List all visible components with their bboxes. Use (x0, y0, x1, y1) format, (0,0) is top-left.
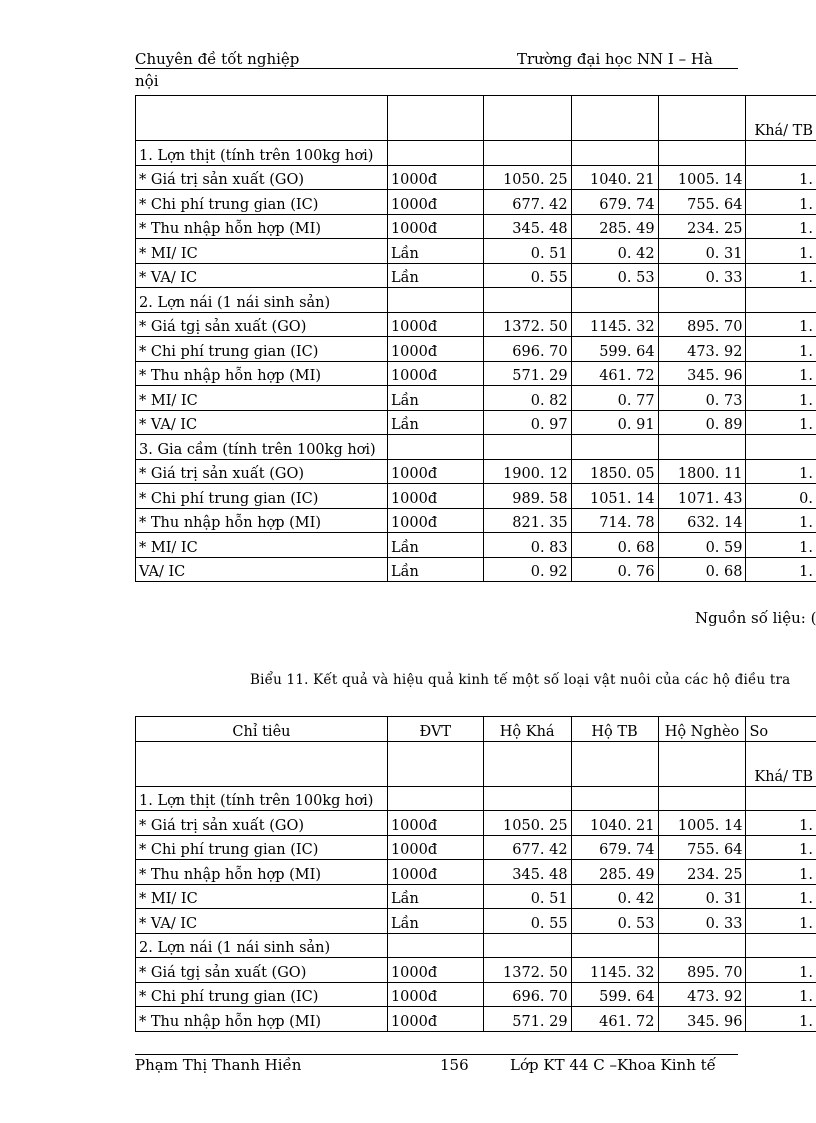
table-cell: 1. (746, 190, 816, 215)
table-cell: 0. 31 (658, 884, 746, 909)
table-cell: 1900. 12 (483, 459, 571, 484)
table-row (136, 214, 816, 239)
table-cell: 0. 33 (658, 263, 746, 288)
table-cell: 2. Lợn nái (1 nái sinh sản) (136, 933, 388, 958)
table-cell: 696. 70 (483, 337, 571, 362)
table-cell: 895. 70 (658, 958, 746, 983)
table-row (136, 786, 816, 811)
table-cell: So (746, 717, 816, 742)
table-row (136, 557, 816, 582)
table-cell: * Thu nhập hỗn hợp (MI) (136, 214, 388, 239)
table-cell: 1050. 25 (483, 811, 571, 836)
table-cell: Khá/ TB (746, 741, 816, 786)
header-rule (135, 68, 738, 69)
table-cell (658, 933, 746, 958)
table-cell: 679. 74 (571, 190, 658, 215)
header-row (136, 741, 816, 786)
column-header-row (136, 717, 816, 742)
source-note: Nguồn số liệu: ( (695, 609, 816, 627)
table-cell: 1000đ (387, 811, 483, 836)
table-cell: 0. 68 (571, 533, 658, 558)
table-cell: 1800. 11 (658, 459, 746, 484)
table-cell: 571. 29 (483, 361, 571, 386)
table-cell (658, 435, 746, 460)
table-cell: * MI/ IC (136, 386, 388, 411)
table-cell: 571. 29 (483, 1007, 571, 1032)
table-cell: 1145. 32 (571, 958, 658, 983)
table-cell: 895. 70 (658, 312, 746, 337)
table-cell: * Chi phí trung gian (IC) (136, 835, 388, 860)
table-cell: 0. 76 (571, 557, 658, 582)
table-cell: 1000đ (387, 165, 483, 190)
table-row (136, 884, 816, 909)
table-cell: 1040. 21 (571, 811, 658, 836)
table-row (136, 239, 816, 264)
table-cell: Lần (387, 557, 483, 582)
table-cell (746, 288, 816, 313)
table-cell: 1000đ (387, 459, 483, 484)
table-cell: 473. 92 (658, 337, 746, 362)
table-cell: 1372. 50 (483, 312, 571, 337)
table-cell: 234. 25 (658, 214, 746, 239)
table-cell: * Chi phí trung gian (IC) (136, 337, 388, 362)
table-cell: 1. (746, 361, 816, 386)
table-cell (746, 786, 816, 811)
table-cell (571, 786, 658, 811)
page-number: 156 (440, 1056, 469, 1074)
table-cell: 1051. 14 (571, 484, 658, 509)
table-cell: 599. 64 (571, 982, 658, 1007)
table-cell: 1. (746, 508, 816, 533)
table-row (136, 435, 816, 460)
table-cell: 821. 35 (483, 508, 571, 533)
table-cell: Hộ TB (571, 717, 658, 742)
table-cell: 1. (746, 165, 816, 190)
table-cell: 285. 49 (571, 860, 658, 885)
table-cell: 1. (746, 958, 816, 983)
table-cell (571, 96, 658, 141)
table-cell: 1. (746, 337, 816, 362)
table-cell: * Thu nhập hỗn hợp (MI) (136, 361, 388, 386)
table-cell: 345. 48 (483, 214, 571, 239)
table-cell (658, 288, 746, 313)
table-row (136, 386, 816, 411)
table-row (136, 312, 816, 337)
table-row (136, 263, 816, 288)
table-cell (571, 141, 658, 166)
table-row (136, 190, 816, 215)
table-row (136, 141, 816, 166)
table-cell: 234. 25 (658, 860, 746, 885)
table-cell: * MI/ IC (136, 533, 388, 558)
table-cell: 714. 78 (571, 508, 658, 533)
results-table (135, 716, 816, 1032)
table-row (136, 958, 816, 983)
table-cell: Hộ Khá (483, 717, 571, 742)
table-row (136, 1007, 816, 1032)
table-cell: 1372. 50 (483, 958, 571, 983)
table-cell: VA/ IC (136, 557, 388, 582)
table-cell (387, 96, 483, 141)
table-cell: 1. (746, 239, 816, 264)
table-cell: 1. (746, 811, 816, 836)
table-cell: 0. 51 (483, 884, 571, 909)
table-cell: * Giá trị sản xuất (GO) (136, 459, 388, 484)
table-cell: 473. 92 (658, 982, 746, 1007)
table-cell: 0. 91 (571, 410, 658, 435)
table-cell: 1000đ (387, 484, 483, 509)
table-cell: 0. 55 (483, 263, 571, 288)
table-cell: 1. (746, 410, 816, 435)
table-cell: 0. (746, 484, 816, 509)
table-cell: 1. (746, 263, 816, 288)
table-row (136, 459, 816, 484)
table-cell: 1. (746, 459, 816, 484)
table-cell: 0. 53 (571, 909, 658, 934)
header-wrap-text: nội (135, 72, 159, 90)
table-cell: 0. 31 (658, 239, 746, 264)
table-cell: 989. 58 (483, 484, 571, 509)
table-cell: * VA/ IC (136, 909, 388, 934)
table-cell: * VA/ IC (136, 410, 388, 435)
table-cell: 1. (746, 214, 816, 239)
table-cell: 0. 68 (658, 557, 746, 582)
table-cell (483, 741, 571, 786)
table-cell: 0. 55 (483, 909, 571, 934)
footer-class: Lớp KT 44 C –Khoa Kinh tế (510, 1056, 716, 1074)
table-cell (387, 786, 483, 811)
table-cell: * MI/ IC (136, 239, 388, 264)
table-cell: * MI/ IC (136, 884, 388, 909)
table-cell: * Giá trị sản xuất (GO) (136, 165, 388, 190)
table-row (136, 337, 816, 362)
table-cell (387, 933, 483, 958)
table-cell: 677. 42 (483, 190, 571, 215)
table-cell: Khá/ TB (746, 96, 816, 141)
footer-author: Phạm Thị Thanh Hiền (135, 1056, 302, 1074)
header-left-title: Chuyên đề tốt nghiệp (135, 50, 300, 68)
table-cell: Lần (387, 386, 483, 411)
table-cell: 1000đ (387, 337, 483, 362)
table-cell: * Thu nhập hỗn hợp (MI) (136, 860, 388, 885)
table-cell: 1000đ (387, 958, 483, 983)
results-table-continued (135, 95, 816, 582)
table-row (136, 288, 816, 313)
table-cell (483, 141, 571, 166)
table-cell (483, 96, 571, 141)
table-cell: 1. (746, 1007, 816, 1032)
table-cell: 345. 96 (658, 1007, 746, 1032)
table-cell: 1. (746, 909, 816, 934)
table-cell: * Thu nhập hỗn hợp (MI) (136, 1007, 388, 1032)
table-cell: * Giá tgị sản xuất (GO) (136, 958, 388, 983)
table-cell: 0. 77 (571, 386, 658, 411)
table-cell: * VA/ IC (136, 263, 388, 288)
table-cell (658, 786, 746, 811)
table-cell: 2. Lợn nái (1 nái sinh sản) (136, 288, 388, 313)
table-cell: 1. (746, 884, 816, 909)
table-cell: 1000đ (387, 860, 483, 885)
table-cell: 1. Lợn thịt (tính trên 100kg hơi) (136, 786, 388, 811)
table-cell (658, 96, 746, 141)
table-cell: Lần (387, 884, 483, 909)
table-cell: 1. (746, 557, 816, 582)
table-cell: Lần (387, 533, 483, 558)
table-cell: Lần (387, 239, 483, 264)
table-row (136, 835, 816, 860)
table-row (136, 484, 816, 509)
header-row (136, 96, 816, 141)
table-cell: Hộ Nghèo (658, 717, 746, 742)
table-cell: Lần (387, 410, 483, 435)
table-cell: 1000đ (387, 508, 483, 533)
table-cell: 1. (746, 386, 816, 411)
table-cell: 0. 51 (483, 239, 571, 264)
table-cell: 1. (746, 312, 816, 337)
table-row (136, 982, 816, 1007)
table-cell: 345. 96 (658, 361, 746, 386)
table-cell: 0. 89 (658, 410, 746, 435)
table-cell (483, 435, 571, 460)
table-cell (483, 288, 571, 313)
table-cell: 0. 83 (483, 533, 571, 558)
table-row (136, 533, 816, 558)
table-cell (746, 141, 816, 166)
table-cell (746, 933, 816, 958)
table-cell: 755. 64 (658, 835, 746, 860)
table-cell: 1. (746, 860, 816, 885)
table-cell: 1071. 43 (658, 484, 746, 509)
table-cell: * Chi phí trung gian (IC) (136, 484, 388, 509)
table-cell: 1000đ (387, 312, 483, 337)
table-cell: 0. 33 (658, 909, 746, 934)
table-cell: Lần (387, 909, 483, 934)
table-cell: 677. 42 (483, 835, 571, 860)
table-cell: 632. 14 (658, 508, 746, 533)
table-cell (746, 435, 816, 460)
table-cell (571, 933, 658, 958)
table-cell (483, 786, 571, 811)
table-cell: 461. 72 (571, 361, 658, 386)
table-cell: 1040. 21 (571, 165, 658, 190)
table-cell: 1000đ (387, 190, 483, 215)
table-cell: 599. 64 (571, 337, 658, 362)
table-cell: 0. 92 (483, 557, 571, 582)
table-cell (571, 741, 658, 786)
table-cell (571, 288, 658, 313)
table-cell: 0. 53 (571, 263, 658, 288)
table-row (136, 933, 816, 958)
table-cell: 345. 48 (483, 860, 571, 885)
table-row (136, 909, 816, 934)
table-row (136, 361, 816, 386)
table-cell: 1000đ (387, 361, 483, 386)
table-cell (136, 96, 388, 141)
table-cell: 0. 42 (571, 884, 658, 909)
table-cell: 1000đ (387, 214, 483, 239)
table-cell: 1. (746, 533, 816, 558)
table-cell (658, 741, 746, 786)
table-cell: 0. 73 (658, 386, 746, 411)
table-cell (387, 288, 483, 313)
table-cell: 1000đ (387, 1007, 483, 1032)
table-cell (387, 435, 483, 460)
table-cell: 0. 97 (483, 410, 571, 435)
table-cell: 1. Lợn thịt (tính trên 100kg hơi) (136, 141, 388, 166)
footer-rule (135, 1054, 738, 1055)
table-cell: 1000đ (387, 982, 483, 1007)
table-cell: 1005. 14 (658, 165, 746, 190)
table-row (136, 811, 816, 836)
table-cell: 755. 64 (658, 190, 746, 215)
table-cell: 0. 59 (658, 533, 746, 558)
table-row (136, 508, 816, 533)
table-cell: 0. 82 (483, 386, 571, 411)
table-cell (658, 141, 746, 166)
table-cell: 285. 49 (571, 214, 658, 239)
table-cell (387, 141, 483, 166)
table-cell: 1000đ (387, 835, 483, 860)
table-cell: 3. Gia cầm (tính trên 100kg hơi) (136, 435, 388, 460)
table-cell: 1145. 32 (571, 312, 658, 337)
table-cell: * Giá tgị sản xuất (GO) (136, 312, 388, 337)
table-cell: * Chi phí trung gian (IC) (136, 982, 388, 1007)
table-cell (571, 435, 658, 460)
table-cell (387, 741, 483, 786)
table-row (136, 410, 816, 435)
table-cell: * Thu nhập hỗn hợp (MI) (136, 508, 388, 533)
table-cell (483, 933, 571, 958)
table-cell (136, 741, 388, 786)
table-cell: 1005. 14 (658, 811, 746, 836)
table-caption: Biểu 11. Kết quả và hiệu quả kinh tế một số loại vật nuôi của các hộ điều tra (250, 672, 791, 688)
table-cell: Lần (387, 263, 483, 288)
table-cell: Chỉ tiêu (136, 717, 388, 742)
table-cell: 0. 42 (571, 239, 658, 264)
table-cell: 1. (746, 982, 816, 1007)
table-cell: 679. 74 (571, 835, 658, 860)
table-cell: 461. 72 (571, 1007, 658, 1032)
table-cell: 1850. 05 (571, 459, 658, 484)
table-cell: * Giá trị sản xuất (GO) (136, 811, 388, 836)
table-cell: ĐVT (387, 717, 483, 742)
table-row (136, 165, 816, 190)
table-cell: 1050. 25 (483, 165, 571, 190)
table-cell: * Chi phí trung gian (IC) (136, 190, 388, 215)
header-right-title: Trường đại học NN I – Hà (517, 50, 713, 68)
table-row (136, 860, 816, 885)
table-cell: 1. (746, 835, 816, 860)
table-cell: 696. 70 (483, 982, 571, 1007)
